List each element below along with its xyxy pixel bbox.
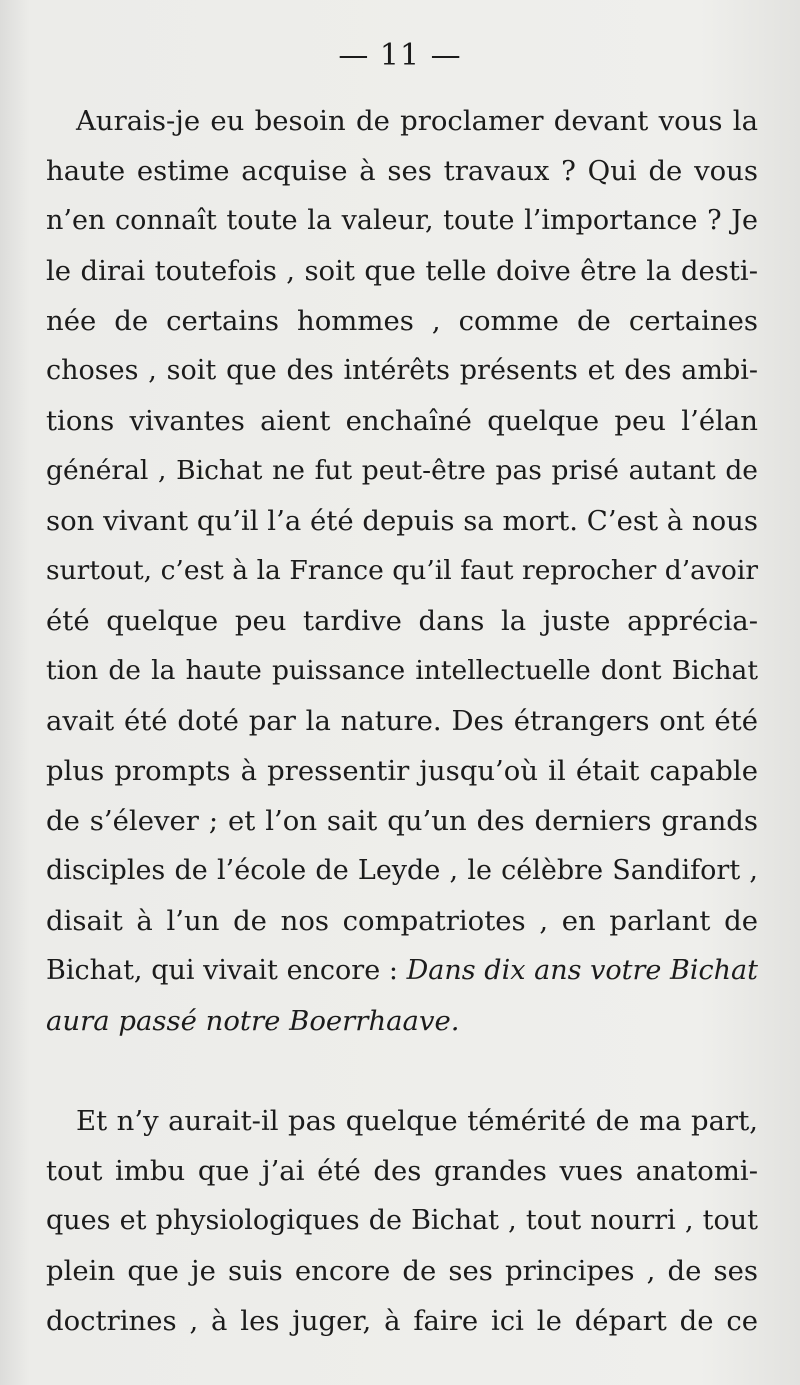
text-line: n’en connaît toute la valeur, toute l’importance ? Je (46, 205, 758, 236)
text-line: plein que je suis encore de ses principes , de ses (46, 1255, 758, 1287)
text-line: surtout, c’est à la France qu’il faut reprocher d’avoir (46, 555, 758, 586)
text-line: Et n’y aurait-il pas quelque témérité de ma part, (76, 1105, 758, 1137)
italic-quote-end: aura passé notre Boerrhaave. (46, 1005, 460, 1037)
text-line: disait à l’un de nos compatriotes , en parlant de (46, 905, 758, 937)
text-line: ques et physiologiques de Bichat , tout nourri , tout (46, 1205, 758, 1236)
page-number: — 11 — (338, 38, 462, 73)
text-line-italic-quote-end (46, 996, 758, 1046)
text-line: général , Bichat ne fut peut-être pas prisé autant de (46, 455, 758, 486)
text-line: le dirai toutefois , soit que telle doive être la desti- (46, 255, 758, 287)
text-line: avait été doté par la nature. Des étrangers ont été (46, 705, 758, 737)
text-line: tion de la haute puissance intellectuelle dont Bichat (46, 655, 758, 686)
quote-lead-in: Bichat, qui vivait encore : (46, 955, 407, 986)
text-line: haute estime acquise à ses travaux ? Qui de vous (46, 155, 758, 187)
text-line: de s’élever ; et l’on sait qu’un des derniers grands (46, 805, 758, 837)
text-line: Aurais-je eu besoin de proclamer devant vous la (76, 105, 758, 137)
text-line-with-quote (46, 946, 758, 996)
text-line: tout imbu que j’ai été des grandes vues anatomi- (46, 1155, 758, 1187)
text-line: née de certains hommes , comme de certaines (46, 305, 758, 337)
text-line: doctrines , à les juger, à faire ici le départ de ce (46, 1305, 758, 1337)
paragraph-2 (46, 1096, 758, 1346)
text-line: été quelque peu tardive dans la juste apprécia- (46, 605, 758, 637)
paragraph-1 (46, 96, 758, 1046)
text-line: tions vivantes aient enchaîné quelque peu l’élan (46, 405, 758, 437)
text-line: plus prompts à pressentir jusqu’où il était capable (46, 755, 758, 787)
text-line: son vivant qu’il l’a été depuis sa mort. C’est à nous (46, 505, 758, 537)
text-line: choses , soit que des intérêts présents et des ambi- (46, 355, 758, 386)
italic-quote-start: Dans dix ans votre Bichat (406, 955, 758, 986)
text-line: disciples de l’école de Leyde , le célèbre Sandifort , (46, 855, 758, 886)
